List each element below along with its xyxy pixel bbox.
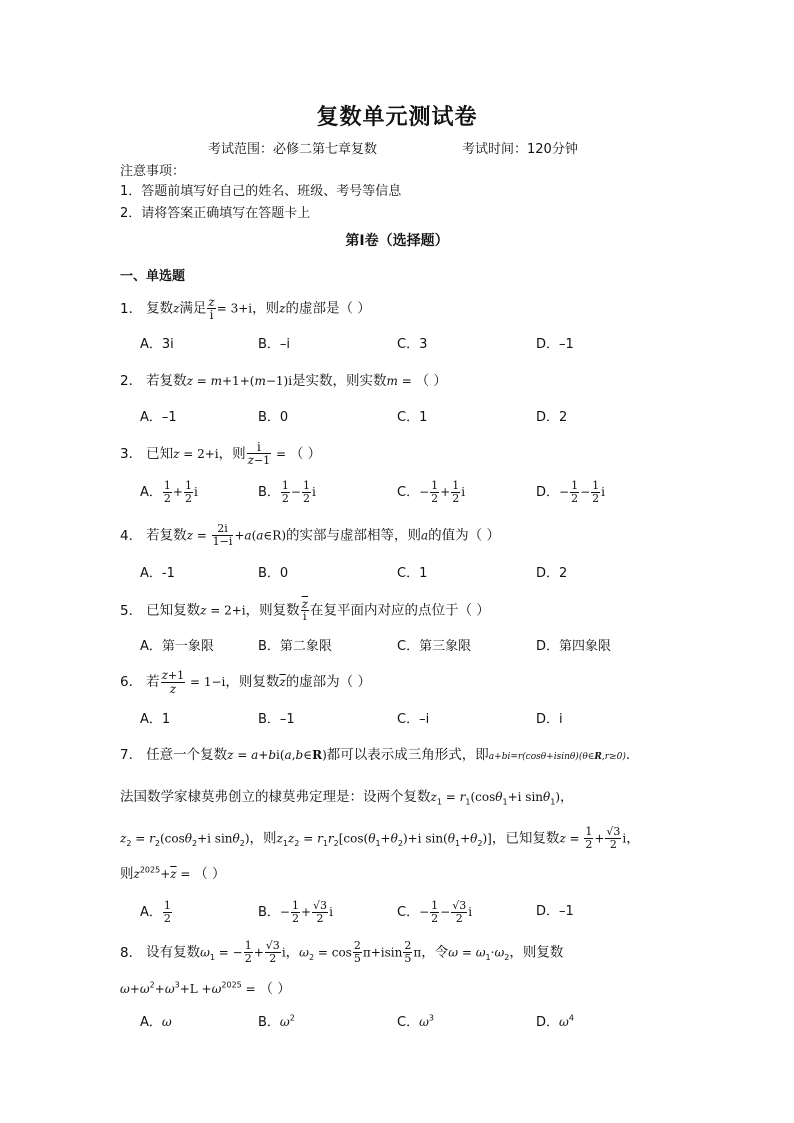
option-a[interactable]: A．ω	[140, 1015, 172, 1030]
option-b[interactable]: B．0	[258, 566, 289, 581]
option-b[interactable]: B．–1	[258, 712, 295, 727]
question-3: 3． 已知z = 2+i，则 $\frac{i}{z-1}$ = （ ）	[120, 440, 322, 467]
question-4: 4． 若复数z = $\frac{2i}{1-i}$ +a(a∈R)的实部与虚部相等，则a的值为（ ）	[120, 522, 500, 548]
option-d[interactable]: D．第四象限	[536, 639, 612, 654]
fraction: $\frac{i}{z-1}$	[247, 440, 271, 467]
option-b[interactable]: B．–i	[258, 337, 291, 352]
option-a[interactable]: A．–1	[140, 410, 177, 425]
question-7-line3: $z_2 = r_2(\cos\theta_2+i$ sinθ$_2$)，则$z_1z_2 = r_1r_2[\cos(\theta_1+\theta_2)+i$ $\sin(\theta_1+\theta_2)$]，已知复数z = $\frac{1}{2}$ + $\frac{√3}{2}$ i，	[120, 825, 640, 851]
question-7-line2: 法国数学家棣莫弗创立的棣莫弗定理是：设两个复数$z_1 = r_1(\cos\theta_1+i$ sinθ$_1$)，	[120, 789, 574, 807]
option-c[interactable]: C．–i	[397, 712, 430, 727]
option-b[interactable]: B．$\omega^2$	[258, 1013, 295, 1030]
option-c[interactable]: C．− $\frac{1}{2}$ + $\frac{1}{2}$ i	[397, 479, 466, 505]
option-c[interactable]: C．1	[397, 410, 428, 425]
option-d[interactable]: D．− $\frac{1}{2}$ − $\frac{1}{2}$ i	[536, 479, 605, 505]
exam-title: 复数单元测试卷	[316, 105, 478, 130]
option-b[interactable]: B． $\frac{1}{2}$ − $\frac{1}{2}$ i	[258, 479, 316, 505]
notes-heading: 注意事项：	[120, 164, 186, 179]
option-b[interactable]: B．0	[258, 410, 289, 425]
fraction: $\frac{\overline{z}}{i}$	[301, 597, 308, 623]
question-8: 8． 设有复数$\omega_1$ = − $\frac{1}{2}$ + $\frac{√3}{2}$ i，$\omega_2 = \cos$ $\frac{2}{5}$ π+isin $\frac{2}{5}$ π，令$\omega = \omega_1\cdot\omega_2$，则复数	[120, 939, 564, 965]
note-item: 2．请将答案正确填写在答题卡上	[120, 206, 311, 221]
fraction: $\frac{z}{i}$	[208, 295, 215, 322]
option-d[interactable]: D．$\omega^4$	[536, 1013, 574, 1030]
option-d[interactable]: D．i	[536, 712, 563, 727]
option-a[interactable]: A．第一象限	[140, 639, 214, 654]
question-2: 2． 若复数z = m+1+(m−1)i是实数，则实数m = （ ）	[120, 373, 447, 389]
option-a[interactable]: A． $\frac{1}{2}$ + $\frac{1}{2}$ i	[140, 479, 198, 505]
fraction: $\frac{z+1}{z}$	[161, 668, 185, 696]
option-c[interactable]: C．$\omega^3$	[397, 1013, 434, 1030]
question-8-line2: $\omega+\omega^2+\omega^3+L +\omega^{2025}$ = （ ）	[120, 980, 291, 997]
option-a[interactable]: A．-1	[140, 566, 175, 581]
option-c[interactable]: C．3	[397, 337, 428, 352]
question-6: 6． 若 $\frac{z+1}{z}$ = 1−i，则复数$\overline{z}$的虚部为（ ）	[120, 668, 371, 696]
part-heading: 一、单选题	[120, 269, 186, 284]
exam-scope: 考试范围：必修二第七章复数	[208, 142, 378, 157]
exam-time: 考试时间：120分钟	[462, 142, 578, 157]
option-b[interactable]: B．− $\frac{1}{2}$ + $\frac{√3}{2}$ i	[258, 899, 333, 925]
note-item: 1．答题前填写好自己的姓名、班级、考号等信息	[120, 184, 402, 199]
option-d[interactable]: D．–1	[536, 337, 574, 352]
option-d[interactable]: D．2	[536, 410, 568, 425]
option-c[interactable]: C．− $\frac{1}{2}$ − $\frac{√3}{2}$ i	[397, 899, 473, 925]
option-d[interactable]: D．2	[536, 566, 568, 581]
question-7-line4: 则$z^{2025}+\overline{z}$ = （ ）	[120, 865, 226, 882]
option-a[interactable]: A．1	[140, 712, 171, 727]
option-a[interactable]: A．3i	[140, 337, 174, 352]
option-b[interactable]: B．第二象限	[258, 639, 332, 654]
question-1: 1． 复数z满足 $\frac{z}{i}$ = 3+i，则z的虚部是（ ）	[120, 295, 371, 322]
fraction: $\frac{2i}{1-i}$	[212, 522, 233, 548]
option-c[interactable]: C．第三象限	[397, 639, 472, 654]
option-c[interactable]: C．1	[397, 566, 428, 581]
question-5: 5． 已知复数z = 2+i，则复数 $\frac{\overline{z}}{i}$ 在复平面内对应的点位于（ ）	[120, 597, 490, 623]
question-7: 7． 任意一个复数z = a+bi(a,b∈R)都可以表示成三角形式，即a+bi=r(cosθ+isinθ)(θ∈R,r≥0).	[120, 747, 631, 763]
section-title: 第I卷（选择题）	[345, 233, 449, 249]
option-a[interactable]: A． $\frac{1}{2}$	[140, 899, 171, 925]
option-d[interactable]: D．–1	[536, 904, 574, 919]
